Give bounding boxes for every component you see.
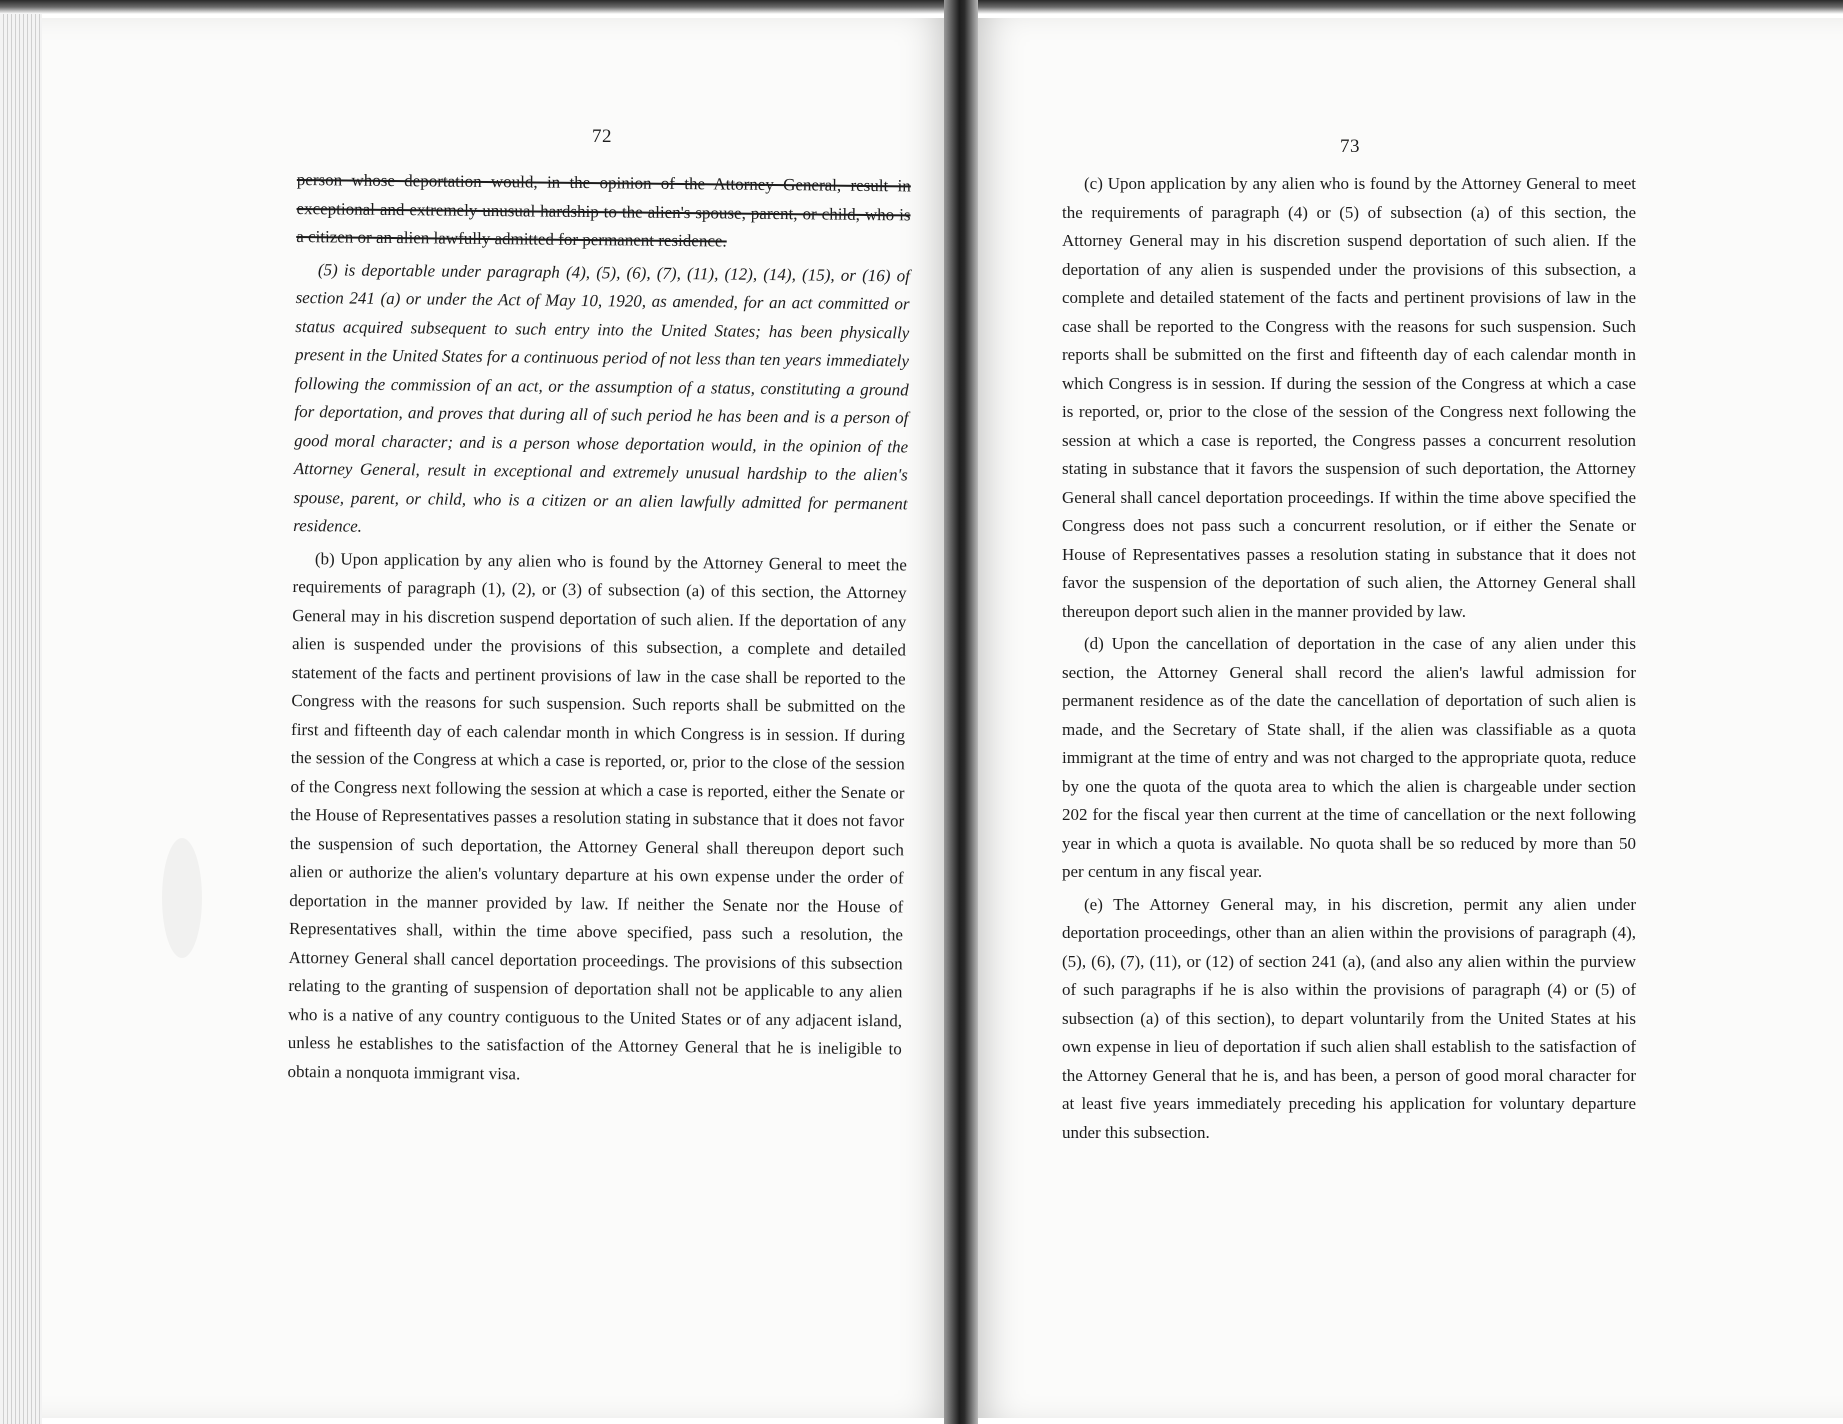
- left-page-body: [287, 166, 911, 1092]
- book-gutter: [944, 0, 978, 1424]
- paragraph-c: (c) Upon application by any alien who is found by the Attorney General to meet the requirements of paragraph (4) or (5) of subsection (a) of this section, the Attorney General may in his discretion suspend deportation of such alien. If the deportation of any alien is suspended under the provisions of this subsection, a complete and detailed statement of the facts and pertinent provisions of law in the case shall be reported to the Congress with the reasons for such suspension. Such reports shall be submitted on the first and fifteenth day of each calendar month in which Congress is in session. If during the session of the Congress at which a case is reported, or, prior to the close of the session of the Congress next following the session at which a case is reported, the Congress passes a concurrent resolution stating in substance that it favors the suspension of such deportation, the Attorney General shall cancel deportation proceedings. If within the time above specified the Congress does not pass such a concurrent resolution, or if either the Senate or House of Representatives passes a resolution stating in substance that it does not favor the suspension of the deportation of such alien, the Attorney General shall thereupon deport such alien in the manner provided by law.: [1062, 174, 1636, 621]
- paragraph-b: (b) Upon application by any alien who is found by the Attorney General to meet the requirements of paragraph (1), (2), or (3) of subsection (a) of this section, the Attorney General may in his discretion suspend deportation of such alien. If the deportation of any alien is suspended under the provisions of this subsection, a complete and detailed statement of the facts and pertinent provisions of law in the case shall be reported to the Congress with the reasons for such suspension. Such reports shall be submitted on the first and fifteenth day of each calendar month in which Congress is in session. If during the session of the Congress at which a case is reported, or, prior to the close of the session of the Congress next following the session at which a case is reported, either the Senate or the House of Representatives passes a resolution stating in substance that it does not favor the suspension of such deportation, the Attorney General shall thereupon deport such alien or authorize the alien's voluntary departure at his own expense under the order of deportation in the manner provided by law. If neither the Senate nor the House of Representatives shall, within the time above specified, pass such a resolution, the Attorney General shall cancel deportation proceedings. The provisions of this subsection relating to the granting of suspension of deportation shall not be applicable to any alien who is a native of any country contiguous to the United States or of any adjacent island, unless he establishes to the satisfaction of the Attorney General that he is ineligible to obtain a nonquota immigrant visa.: [287, 548, 907, 1083]
- right-page: [972, 18, 1843, 1418]
- right-page-number: 73: [1340, 136, 1360, 157]
- struck-paragraph: person whose deportation would, in the opinion of the Attorney General, result in exceptional and extremely unusual hardship to the alien's spouse, parent, or child, who is a citizen or an alien lawfully admitted for permanent residence.: [296, 169, 911, 251]
- paragraph-d: (d) Upon the cancellation of deportation in the case of any alien under this section, the Attorney General shall record the alien's lawful admission for permanent residence as of the date the cancellation of deportation of such alien is made, and the Secretary of State shall, if the alien was classifiable as a quota immigrant at the time of entry and was not charged to the appropriate quota, reduce by one the quota of the quota area to which the alien is chargeable under section 202 for the fiscal year then current at the time of cancellation or the next following year in which a quota is available. No quota shall be so reduced by more than 50 per centum in any fiscal year.: [1062, 634, 1636, 881]
- italic-paragraph-5: (5) is deportable under paragraph (4), (5), (6), (7), (11), (12), (14), (15), or (16) of section 241 (a) or under the Act of May 10, 1920, as amended, for an act committed or status acquired subsequent to such entry into the United States; has been physically present in the United States for a continuous period of not less than ten years immediately following the commission of an act, or the assumption of a status, constituting a ground for deportation, and proves that during all of such period he has been and is a person of good moral character; and is a person whose deportation would, in the opinion of the Attorney General, result in exceptional and extremely unusual hardship to the alien's spouse, parent, or child, who is a citizen or an alien lawfully admitted for permanent residence.: [293, 259, 910, 536]
- left-page: [42, 18, 952, 1418]
- top-shadow-band: [0, 0, 1843, 14]
- left-page-number: 72: [592, 126, 612, 147]
- right-page-body: [1062, 170, 1636, 1147]
- page-smudge: [162, 838, 202, 958]
- page-edges: [0, 14, 42, 1424]
- paragraph-e: (e) The Attorney General may, in his discretion, permit any alien under deportation proceedings, other than an alien within the provisions of paragraph (4), (5), (6), (7), (11), or (12) of section 241 (a), (and also any alien within the purview of such paragraphs if he is also within the provisions of paragraph (4) or (5) of subsection (a) of this section), to depart voluntarily from the United States at his own expense in lieu of deportation if such alien shall establish to the satisfaction of the Attorney General that he is, and has been, a person of good moral character for at least five years immediately preceding his application for voluntary departure under this subsection.: [1062, 894, 1636, 1142]
